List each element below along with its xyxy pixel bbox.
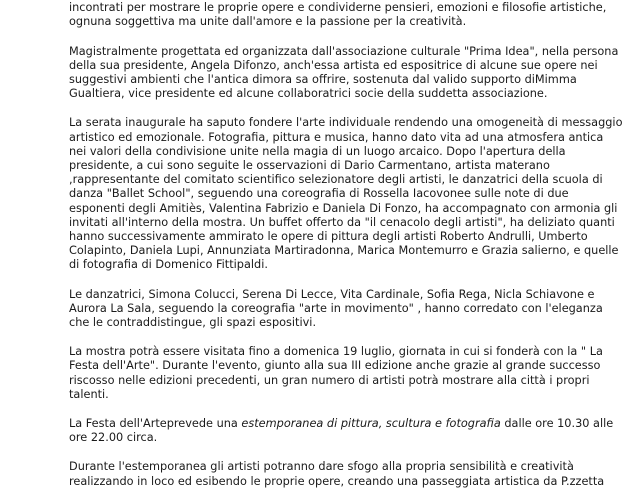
text-line	[69, 417, 614, 431]
text-line: invitati all'interno della mostra. Un buffet offerto da "il cenacolo degli artisti", ha deliziato quanti	[69, 215, 615, 229]
text-line: La mostra potrà essere visitata fino a domenica 19 luglio, giornata in cui si fonderà con la " La	[69, 345, 603, 359]
paragraph-intro	[69, 0, 607, 30]
text-line: incontrati per mostrare le proprie opere e condividerne pensieri, emozioni e filosofie artistiche,	[69, 1, 607, 15]
emphasis-text: estemporanea di pittura, scultura e fotografia	[241, 417, 501, 431]
text-line: riscosso nelle edizioni precedenti, un gran numero di artisti potrà mostrare alla città i propri	[69, 373, 590, 387]
text-line: della sua presidente, Angela Difonzo, anch'essa artista ed espositrice di alcune sue opere nei	[69, 58, 598, 72]
text-line: ,rappresentante del comitato scientifico selezionatore degli artisti, le danzatrici della scuola di	[69, 173, 603, 187]
text-line: che le contraddistingue, gli spazi espositivi.	[69, 316, 317, 330]
text-line: nei valori della condivisione unite nella magia di un luogo arcaico. Dopo l'apertura della	[69, 144, 566, 158]
paragraph-exhibition-dates	[69, 345, 603, 402]
paragraph-organization	[69, 44, 619, 102]
paragraph-estemporanea	[69, 460, 605, 488]
text-line: realizzando in loco ed esibendo le proprie opere, creando una passeggiata artistica da P.zzetta	[69, 474, 605, 488]
text-run: La Festa dell'Arteprevede una	[69, 417, 242, 431]
text-line: Magistralmente progettata ed organizzata dall'associazione culturale "Prima Idea", nella persona	[69, 44, 619, 58]
text-line: presidente, a cui sono seguite le osservazioni di Dario Carmentano, artista materano	[69, 159, 550, 173]
text-line: di fotografia di Domenico Fittipaldi.	[69, 258, 268, 272]
text-line: Le danzatrici, Simona Colucci, Serena Di Lecce, Vita Cardinale, Sofia Rega, Nicla Schiavone e	[69, 287, 595, 301]
text-line: ore 22.00 circa.	[69, 431, 158, 445]
paragraph-dancers	[69, 287, 603, 331]
text-line: Durante l'estemporanea gli artisti potranno dare sfogo alla propria sensibilità e creatività	[69, 460, 574, 474]
text-line: esponenti degli Amitiès, Valentina Fabrizio e Daniela Di Fonzo, ha accompagnato con armonia gli	[69, 201, 618, 215]
text-line: talenti.	[69, 387, 109, 401]
article-body	[69, 0, 623, 504]
paragraph-inaugural-evening	[69, 116, 623, 272]
text-line: danza "Ballet School", seguendo una coreografia di Rossella Iacovonee sulle note di due	[69, 187, 569, 201]
text-line: Gualtiera, vice presidente ed alcune collaboratrici socie della suddetta associazione.	[69, 87, 548, 101]
paragraph-festival-schedule	[69, 417, 614, 445]
text-line: Aurora La Sala, seguendo la coreografia "arte in movimento" , hanno corredato con l'eleganza	[69, 301, 603, 315]
text-line: Festa dell'Arte". Durante l'evento, giunto alla sua III edizione anche grazie al grande successo	[69, 359, 601, 373]
text-line: artistico ed emozionale. Fotografia, pittura e musica, hanno dato vita ad una atmosfera antica	[69, 130, 604, 144]
text-line: hanno successivamente ammirato le opere di pittura degli artisti Roberto Andrulli, Umberto	[69, 230, 588, 244]
text-line: suggestivi ambienti che l'antica dimora sa offrire, sostenuta dal valido supporto diMimma	[69, 73, 577, 87]
text-line: ognuna soggettiva ma unite dall'amore e la passione per la creatività.	[69, 15, 467, 29]
text-run: dalle ore 10.30 alle	[500, 417, 614, 431]
text-line: La serata inaugurale ha saputo fondere l'arte individuale rendendo una omogeneità di messaggio	[69, 116, 623, 130]
text-line: Colapinto, Daniela Lupi, Annunziata Martiradonna, Marica Montemurro e Grazia salierno, e quelle	[69, 244, 619, 258]
